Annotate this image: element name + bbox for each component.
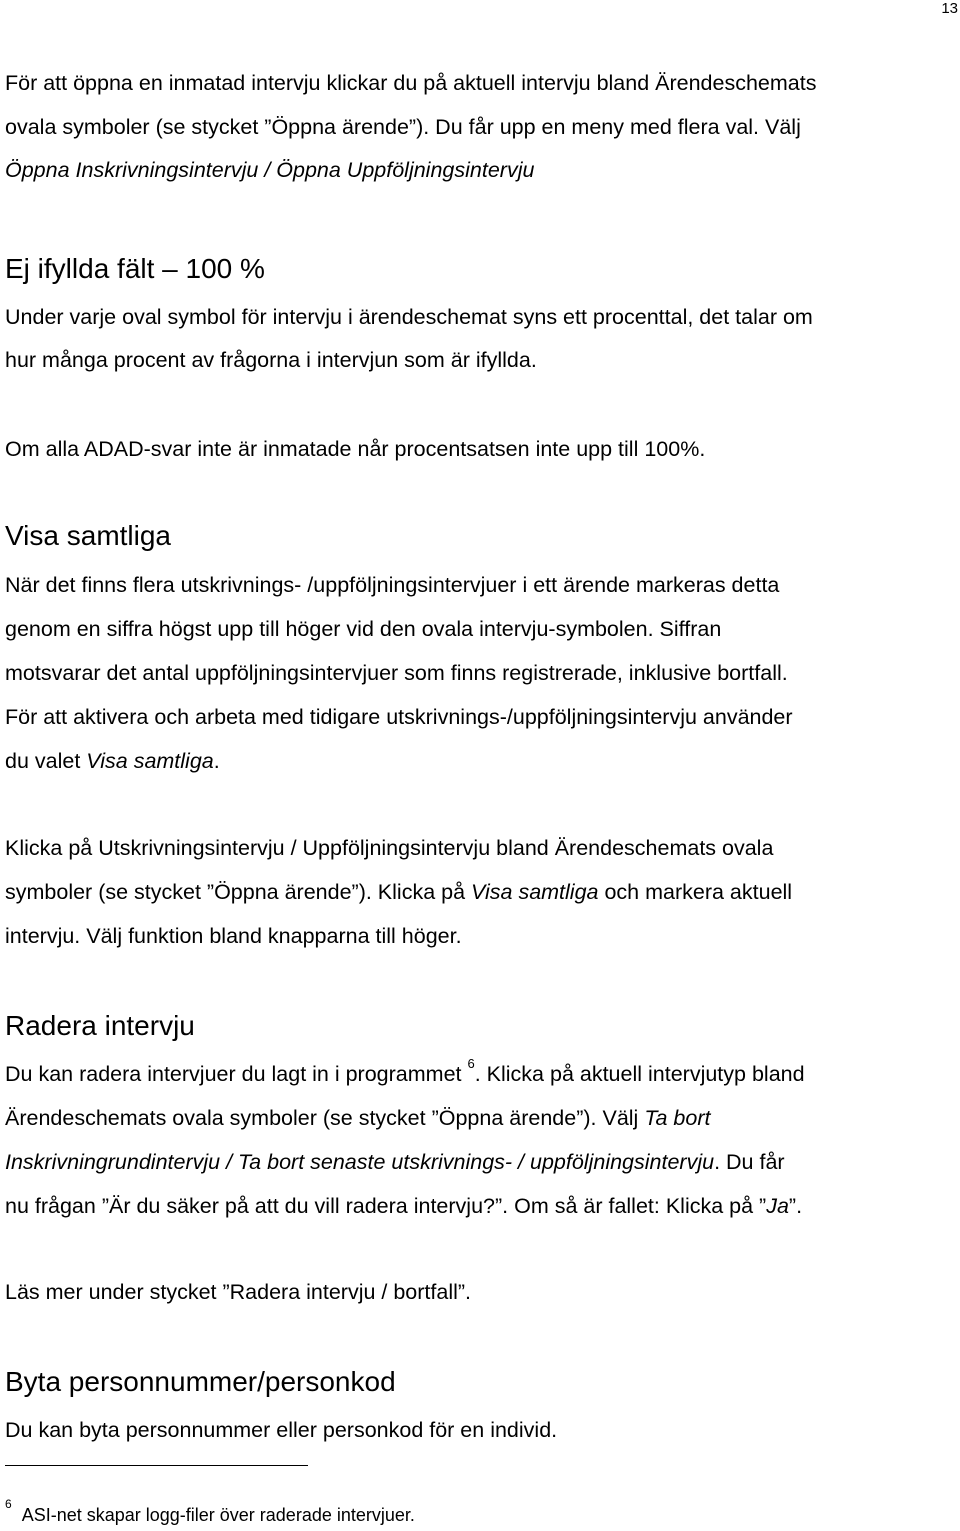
change-id-text: Du kan byta personnummer eller personkod för en individ. [5, 1418, 558, 1442]
show-all-text-line-5: du valet Visa samtliga. [5, 749, 220, 773]
show-all-option: Visa samtliga [86, 749, 214, 773]
show-all-text-line-4: För att aktivera och arbeta med tidigare utskrivnings-/uppföljningsintervju använder [5, 705, 793, 729]
show-all-text-line-3: motsvarar det antal uppföljningsintervjuer som finns registrerade, inklusive bortfall. [5, 661, 788, 685]
delete-text-line-1: Du kan radera intervjuer du lagt in i programmet $^6$. Klicka på aktuell intervjutyp bland [5, 1056, 805, 1086]
footnote-mark: 6 [5, 1497, 12, 1511]
page-number: 13 [941, 0, 958, 17]
show-all-text-line-1: När det finns flera utskrivnings- /uppföljningsintervjuer i ett ärende markeras detta [5, 573, 780, 597]
confirm-option: Ja [766, 1194, 789, 1218]
show-all-text-line-2: genom en siffra högst upp till höger vid den ovala intervju-symbolen. Siffran [5, 617, 722, 641]
read-more-text: Läs mer under stycket ”Radera intervju / bortfall”. [5, 1280, 472, 1304]
delete-text-line-2: Ärendeschemats ovala symboler (se stycket ”Öppna ärende”). Välj Ta bort [5, 1106, 711, 1130]
open-interview-text-line-2: ovala symboler (se stycket ”Öppna ärende”). Du får upp en meny med flera val. Välj [5, 115, 801, 139]
delete-menu-choice-continued: Inskrivningrundintervju / Ta bort senaste utskrivnings- / uppföljningsintervju [5, 1150, 715, 1174]
click-text-line-3: intervju. Välj funktion bland knapparna till höger. [5, 924, 462, 948]
heading-delete-interview: Radera intervju [5, 1010, 195, 1041]
heading-unfilled-fields: Ej ifyllda fält – 100 % [5, 253, 265, 284]
open-interview-menu-choice: Öppna Inskrivningsintervju / Öppna Uppföljningsintervju [5, 158, 535, 182]
footnote-text: ASI-net skapar logg-filer över raderade intervjuer. [21, 1505, 415, 1525]
show-all-option: Visa samtliga [471, 880, 599, 904]
delete-text-line-4: nu frågan ”Är du säker på att du vill radera intervju?”. Om så är fallet: Klicka på ”Ja”. [5, 1194, 803, 1218]
footnote-reference: 6 [467, 1056, 475, 1071]
footnote [5, 1497, 415, 1526]
heading-change-id: Byta personnummer/personkod [5, 1366, 396, 1397]
unfilled-fields-text-line-2: hur många procent av frågorna i intervjun som är ifyllda. [5, 348, 537, 372]
unfilled-fields-text-line-1: Under varje oval symbol för intervju i ärendeschemat syns ett procenttal, det talar om [5, 305, 813, 329]
delete-menu-choice: Ta bort [644, 1106, 711, 1130]
heading-show-all: Visa samtliga [5, 520, 172, 551]
delete-text-line-3: Inskrivningrundintervju / Ta bort senaste utskrivnings- / uppföljningsintervju. Du får [5, 1150, 785, 1174]
click-text-line-2: symboler (se stycket ”Öppna ärende”). Klicka på Visa samtliga och markera aktuell [5, 880, 793, 904]
click-text-line-1: Klicka på Utskrivningsintervju / Uppföljningsintervju bland Ärendeschemats ovala [5, 836, 774, 860]
adad-note: Om alla ADAD-svar inte är inmatade når procentsatsen inte upp till 100%. [5, 437, 706, 461]
footnote-divider [5, 1465, 308, 1466]
open-interview-text-line-1: För att öppna en inmatad intervju klickar du på aktuell intervju bland Ärendeschemats [5, 71, 817, 95]
